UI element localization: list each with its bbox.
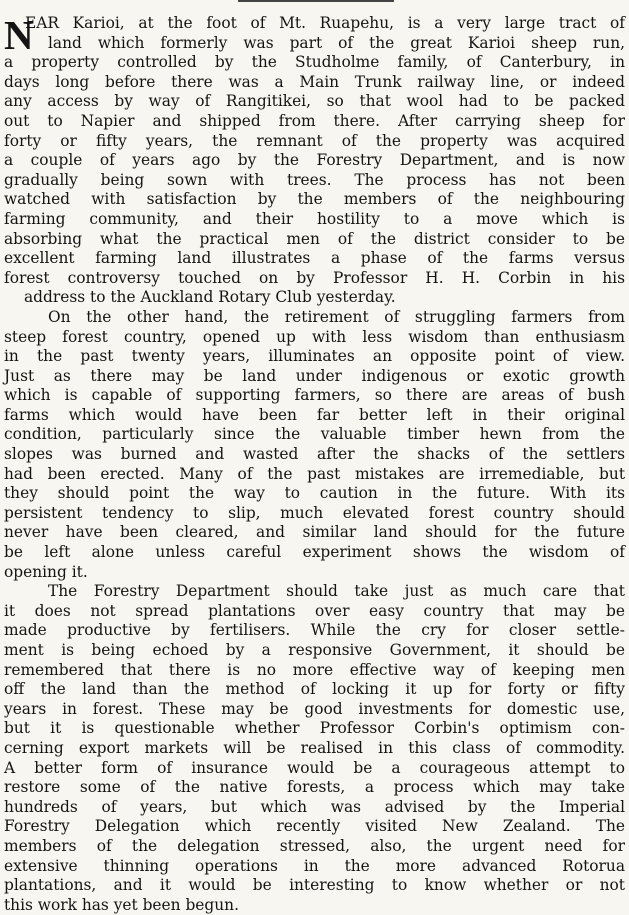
text-line: which is capable of supporting farmers, so there are areas of bush [4,386,625,405]
text-line: Forestry Delegation which recently visited New Zealand. The [4,817,625,836]
text-line: a property controlled by the Studholme family, of Canterbury, in [4,53,625,72]
text-line: The Forestry Department should take just as much care that [48,582,625,601]
text-line: but it is questionable whether Professor Corbin's optimism con- [4,719,625,738]
text-line: farming community, and their hostility to a move which is [4,209,625,228]
text-line: it does not spread plantations over easy country that may be [4,601,625,620]
text-line: years in forest. These may be good investments for domestic use, [4,699,625,718]
text-line: slopes was burned and wasted after the shacks of the settlers [4,445,625,464]
text-line: forest controversy touched on by Professor H. H. Corbin in his [4,268,625,287]
editorial-article [4,14,625,915]
text-line: extensive thinning operations in the more advanced Rotorua [4,856,625,875]
text-line: watched with satisfaction by the members of the neighbouring [4,190,625,209]
text-line: off the land than the method of locking it up for forty or fifty [4,680,625,699]
text-line: Just as there may be land under indigenous or exotic growth [4,366,625,385]
text-line: A better form of insurance would be a courageous attempt to [4,758,625,777]
text-line: On the other hand, the retirement of struggling farmers from [48,307,625,326]
text-line: plantations, and it would be interesting to know whether or not [4,876,625,895]
paragraph-2 [4,308,625,582]
text-line: in the past twenty years, illuminates an opposite point of view. [4,347,625,366]
text-line: absorbing what the practical men of the district consider to be [4,229,625,248]
text-line: persistent tendency to slip, much elevated forest country should [4,503,625,522]
text-line: this work has yet been begun. [4,895,239,914]
text-line: members of the delegation stressed, also, the urgent need for [4,836,625,855]
drop-cap: N [4,12,34,58]
text-line: cerning export markets will be realised in this class of commodity. [4,738,625,757]
paragraph-1 [4,14,625,308]
text-line: made productive by fertilisers. While the cry for closer settle- [4,621,625,640]
text-line: farms which would have been far better left in their original [4,405,625,424]
text-line: hundreds of years, but which was advised by the Imperial [4,797,625,816]
text-line: never have been cleared, and similar land should for the future [4,523,625,542]
text-line: ment is being echoed by a responsive Government, it should be [4,641,625,659]
text-line: EAR Karioi, at the foot of Mt. Ruapehu, is a very large tract of [25,14,625,32]
text-line: a couple of years ago by the Forestry Department, and is now [4,151,625,170]
paragraph-3 [4,582,625,915]
top-rule [238,0,394,2]
text-line: steep forest country, opened up with less wisdom than enthusiasm [4,327,625,346]
text-line: had been erected. Many of the past mistakes are irremediable, but [4,464,625,483]
text-line: forty or fifty years, the remnant of the property was acquired [4,131,625,150]
text-line: days long before there was a Main Trunk railway line, or indeed [4,72,625,91]
text-line: condition, particularly since the valuable timber hewn from the [4,425,625,444]
text-line: out to Napier and shipped from there. After carrying sheep for [4,111,625,130]
text-line: opening it. [4,562,88,581]
text-line: restore some of the native forests, a process which may take [4,778,625,797]
text-line: gradually being sown with trees. The process has not been [4,170,625,189]
text-line: be left alone unless careful experiment shows the wisdom of [4,543,625,562]
text-line: address to the Auckland Rotary Club yesterday. [24,288,396,307]
text-line: any access by way of Rangitikei, so that wool had to be packed [4,92,625,111]
text-line: they should point the way to caution in the future. With its [4,484,625,503]
text-line: excellent farming land illustrates a phase of the farms versus [4,249,625,268]
text-line: land which formerly was part of the great Karioi sheep run, [48,33,625,52]
text-line: remembered that there is no more effective way of keeping men [4,660,625,679]
